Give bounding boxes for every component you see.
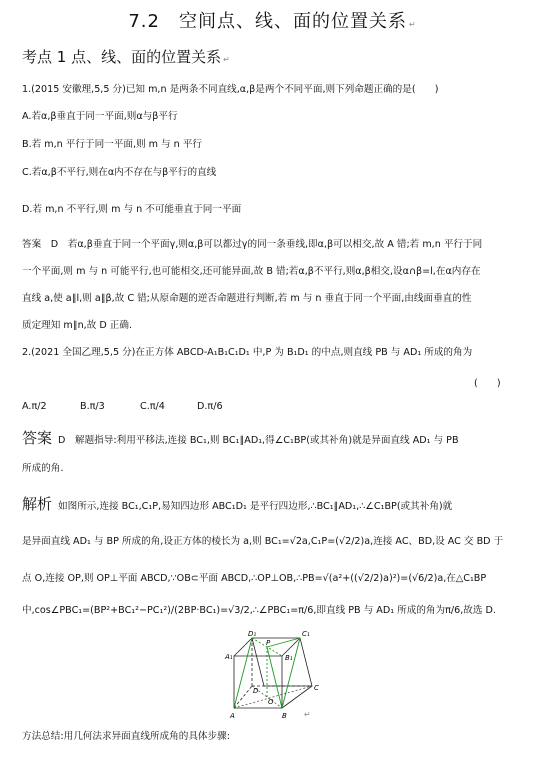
label-c: C — [314, 684, 319, 692]
q2-option-a: A.π/2 — [22, 401, 47, 412]
label-c1: C₁ — [302, 630, 310, 638]
section-heading: 考点 1 点、线、面的位置关系 ↵ — [22, 48, 230, 66]
q2-option-b: B.π/3 — [80, 401, 105, 412]
q1-option-a: A.若α,β垂直于同一平面,则α与β平行 — [22, 111, 178, 122]
q1-answer-line: 质定理知 m∥n,故 D 正确. — [22, 320, 133, 331]
label-p: P — [266, 639, 271, 647]
label-d1: D₁ — [248, 630, 257, 638]
label-d: D — [253, 687, 259, 695]
analysis-line: 中,cos∠PBC₁=(BP²+BC₁²−PC₁²)/(2BP·BC₁)=√3/2,∴∠PBC₁=π/6,即直线 PB 与 AD₁ 所成的角为π/6,故选 D. — [22, 605, 496, 616]
q1-option-b: B.若 m,n 平行于同一平面,则 m 与 n 平行 — [22, 139, 203, 150]
q1-answer-line: 直线 a,使 a∥l,则 a∥β,故 C 错;从原命题的逆否命题进行判断,若 m 与 n 垂直于同一个平面,由线面垂直的性 — [22, 293, 472, 304]
analysis-line: 是异面直线 AD₁ 与 BP 所成的角,设正方体的棱长为 a,则 BC₁=√2a,C₁P=(√2/2)a,连接 AC、BD,设 AC 交 BD 于 — [22, 536, 504, 547]
answer-label: 答案 — [22, 429, 53, 447]
label-o: O — [268, 698, 274, 706]
q2-option-c: C.π/4 — [140, 401, 165, 412]
q1-answer-line: 答案 D 若α,β垂直于同一个平面γ,则α,β可以都过γ的同一条垂线,即α,β可以相交,故 A 错;若 m,n 平行于同 — [22, 239, 483, 250]
q2-stem: 2.(2021 全国乙理,5,5 分)在正方体 ABCD-A₁B₁C₁D₁ 中,P 为 B₁D₁ 的中点,则直线 PB 与 AD₁ 所成的角为 — [22, 347, 473, 358]
q2-answer-paren: ( ) — [474, 378, 501, 389]
q1-answer-line: 一个平面,则 m 与 n 可能平行,也可能相交,还可能异面,故 B 错;若α,β不平行,则α,β相交,设α∩β=l,在α内存在 — [22, 266, 481, 277]
analysis-line: 点 O,连接 OP,则 OP⊥平面 ABCD,∵OB⊂平面 ABCD,∴OP⊥OB,∴PB=√(a²+((√2/2)a)²)=(√6/2)a,在△C₁BP — [22, 573, 487, 584]
page-title: 7.2 空间点、线、面的位置关系 ↵ — [128, 11, 417, 32]
q2-option-d: D.π/6 — [197, 401, 223, 412]
label-a1: A₁ — [225, 653, 233, 661]
method-summary: 方法总结:用几何法求异面直线所成角的具体步骤: — [22, 731, 230, 742]
analysis-line: 解析 如图所示,连接 BC₁,C₁P,易知四边形 ABC₁D₁ 是平行四边形,∴BC₁∥AD₁,∴∠C₁BP(或其补角)就 — [22, 495, 453, 513]
label-a: A — [230, 712, 235, 720]
q2-answer-line2: 所成的角. — [22, 463, 64, 474]
analysis-label: 解析 — [22, 495, 53, 513]
q1-stem: 1.(2015 安徽理,5,5 分)已知 m,n 是两条不同直线,α,β是两个不同平面,则下列命题正确的是( ) — [22, 84, 439, 95]
q2-answer-line: 答案 D 解题指导:利用平移法,连接 BC₁,则 BC₁∥AD₁,得∠C₁BP(或其补角)就是异面直线 AD₁ 与 PB — [22, 429, 459, 447]
cube-figure — [222, 628, 332, 720]
q1-option-d: D.若 m,n 不平行,则 m 与 n 不可能垂直于同一平面 — [22, 204, 242, 215]
figure-return-mark: ↵ — [304, 710, 311, 719]
label-b1: B₁ — [285, 654, 293, 662]
label-b: B — [282, 712, 287, 720]
q1-option-c: C.若α,β不平行,则在α内不存在与β平行的直线 — [22, 167, 217, 178]
